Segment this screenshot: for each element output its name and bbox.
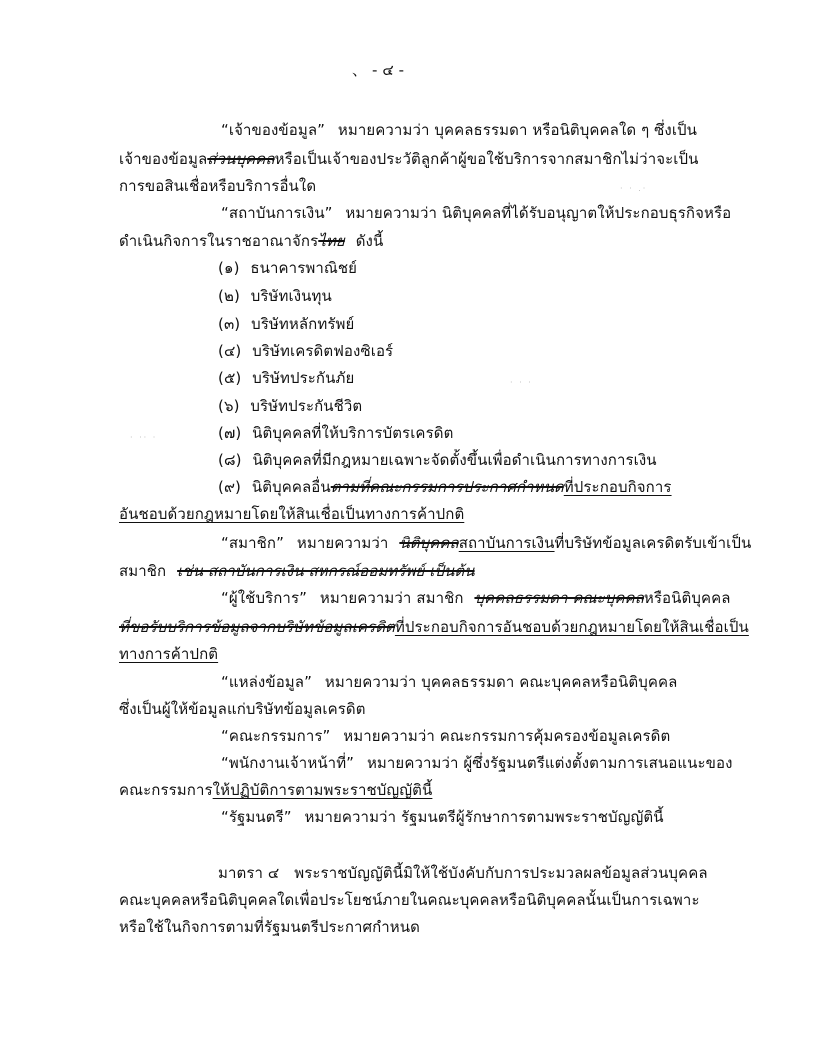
scan-noise: · · .·	[620, 184, 648, 193]
def-minister-meaning: หมายความว่า รัฐมนตรีผู้รักษาการตามพระราชบัญญัตินี้	[304, 808, 664, 826]
list-item-number: (๙)	[218, 478, 241, 496]
def-member-line1	[221, 533, 751, 553]
list-item	[218, 314, 354, 334]
list-item	[218, 341, 393, 361]
def-official-line1	[221, 753, 733, 773]
term-data-source: “แหล่งข้อมูล”	[221, 673, 312, 691]
section-4-text: พระราชบัญญัตินี้มิให้ใช้บังคับกับการประมวลผลข้อมูลส่วนบุคคล	[294, 864, 708, 882]
list-item-number: (๘)	[218, 451, 242, 469]
list-item-number: (๖)	[218, 397, 240, 415]
list-item-number: (๔)	[218, 342, 242, 360]
list-item-number: (๗)	[218, 424, 242, 442]
page-number: 、 - ๔ -	[352, 61, 405, 79]
def-fin-inst-line2-pre: ดำเนินกิจการในราชอาณาจักร	[119, 232, 319, 250]
struck-text: ที่ขอรับบริการข้อมูลจากบริษัทข้อมูลเครดิต	[119, 618, 395, 636]
def-fin-inst-line2	[119, 231, 383, 251]
struck-text: ส่วนบุคคล	[207, 150, 275, 168]
def-official-line2	[119, 780, 432, 800]
term-committee: “คณะกรรมการ”	[221, 727, 331, 745]
def-data-owner-line2-post: หรือเป็นเจ้าของประวัติลูกค้าผู้ขอใช้บริการจากสมาชิกไม่ว่าจะเป็น	[274, 150, 699, 168]
def-service-user-line3: ทางการค้าปกติ	[119, 645, 219, 663]
term-service-user: “ผู้ใช้บริการ”	[221, 589, 307, 607]
def-fin-inst-line1	[221, 203, 731, 223]
def-data-source-line1	[221, 672, 677, 692]
def-service-user-line1	[221, 588, 731, 608]
def-data-owner-line3: การขอสินเชื่อหรือบริการอื่นใด	[119, 177, 317, 195]
def-member-meaning-post: ที่บริษัทข้อมูลเครดิตรับเข้าเป็น	[554, 534, 752, 552]
def-fin-inst-line2-post: ดังนี้	[355, 232, 384, 250]
term-official: “พนักงานเจ้าหน้าที่”	[221, 754, 355, 772]
underlined-text: สถาบันการเงิน	[458, 534, 555, 552]
term-minister: “รัฐมนตรี”	[221, 808, 292, 826]
term-member: “สมาชิก”	[221, 534, 284, 552]
def-committee-meaning: หมายความว่า คณะกรรมการคุ้มครองข้อมูลเครดิต	[343, 727, 671, 745]
def-data-owner-line2-pre: เจ้าของข้อมูล	[119, 150, 208, 168]
list-item-text: ธนาคารพาณิชย์	[250, 259, 358, 277]
list-item-text: นิติบุคคลที่ให้บริการบัตรเครดิต	[252, 424, 454, 442]
list-item	[218, 450, 657, 470]
struck-text: ไทย	[318, 232, 345, 250]
underlined-text: ให้ปฏิบัติการตามพระราชบัญญัตินี้	[212, 781, 433, 799]
struck-text: ตามที่คณะกรรมการประกาศกำหนด	[330, 478, 564, 496]
list-item-number: (๓)	[218, 315, 241, 333]
list-item-text: บริษัทประกันภัย	[252, 369, 355, 387]
def-data-owner-meaning: หมายความว่า บุคคลธรรมดา หรือนิติบุคคลใด ๆ ซึ่งเป็น	[337, 121, 698, 139]
list-item-number: (๒)	[218, 287, 240, 305]
list-item-9-pre: นิติบุคคลอื่น	[251, 478, 331, 496]
section-4-label: มาตรา ๔	[218, 864, 280, 882]
def-minister-line1	[221, 807, 664, 827]
def-data-owner-line1	[221, 120, 697, 140]
def-committee-line1	[221, 726, 670, 746]
section-4-line3: หรือใช้ในกิจการตามที่รัฐมนตรีประกาศกำหนด	[119, 918, 420, 936]
list-item-text: บริษัทเครดิตฟองซิเอร์	[252, 342, 394, 360]
struck-text: เช่น สถาบันการเงิน สหกรณ์ออมทรัพย์ เป็นต้น	[177, 562, 475, 580]
list-item	[218, 423, 453, 443]
def-official-line2-pre: คณะกรรมการ	[119, 781, 213, 799]
underlined-text: ที่ประกอบกิจการ	[563, 478, 672, 496]
list-item-text: บริษัทหลักทรัพย์	[251, 315, 355, 333]
underlined-text: ที่ประกอบกิจการอันชอบด้วยกฎหมายโดยให้สินเชื่อเป็น	[394, 618, 749, 636]
list-item	[218, 286, 332, 306]
section-4-line2: คณะบุคคลหรือนิติบุคคลใดเพื่อประโยชน์ภายในคณะบุคคลหรือนิติบุคคลนั้นเป็นการเฉพาะ	[119, 891, 700, 909]
list-item	[218, 368, 354, 388]
list-item-text: บริษัทเงินทุน	[250, 287, 332, 305]
def-member-line2-pre: สมาชิก	[119, 562, 167, 580]
list-item	[218, 396, 362, 416]
def-official-meaning: หมายความว่า ผู้ซึ่งรัฐมนตรีแต่งตั้งตามการเสนอแนะของ	[366, 754, 733, 772]
list-item-text: บริษัทประกันชีวิต	[250, 397, 363, 415]
list-item-text: นิติบุคคลที่มีกฎหมายเฉพาะจัดตั้งขึ้นเพื่อดำเนินการทางการเงิน	[252, 451, 657, 469]
def-member-meaning-pre: หมายความว่า	[296, 534, 389, 552]
def-data-source-line2: ซึ่งเป็นผู้ให้ข้อมูลแก่บริษัทข้อมูลเครดิต	[119, 700, 366, 718]
list-item-number: (๕)	[218, 369, 242, 387]
section-4-line1	[218, 863, 708, 883]
def-data-owner-line2	[119, 149, 698, 169]
term-data-owner: “เจ้าของข้อมูล”	[221, 121, 326, 139]
def-service-user-meaning-pre: หมายความว่า สมาชิก	[319, 589, 464, 607]
def-data-source-meaning: หมายความว่า บุคคลธรรมดา คณะบุคคลหรือนิติบุคคล	[324, 673, 678, 691]
struck-text: นิติบุคคล	[399, 534, 459, 552]
list-item-9-line2: อันชอบด้วยกฎหมายโดยให้สินเชื่อเป็นทางการค้าปกติ	[119, 505, 465, 523]
list-item-number: (๑)	[218, 259, 240, 277]
def-service-user-meaning-post: หรือนิติบุคคล	[643, 589, 731, 607]
scan-noise: · ·· ·	[130, 433, 158, 442]
list-item	[218, 258, 357, 278]
list-item-9	[218, 477, 672, 497]
struck-text: บุคคลธรรมดา คณะบุคคล	[474, 589, 644, 607]
term-financial-institution: “สถาบันการเงิน”	[221, 204, 333, 222]
page-number-text: - ๔ -	[371, 61, 405, 79]
def-fin-inst-meaning: หมายความว่า นิติบุคคลที่ได้รับอนุญาตให้ประกอบธุรกิจหรือ	[345, 204, 732, 222]
def-service-user-line2	[119, 617, 749, 637]
def-member-line2	[119, 561, 475, 581]
scan-noise: · · ·	[510, 378, 533, 387]
